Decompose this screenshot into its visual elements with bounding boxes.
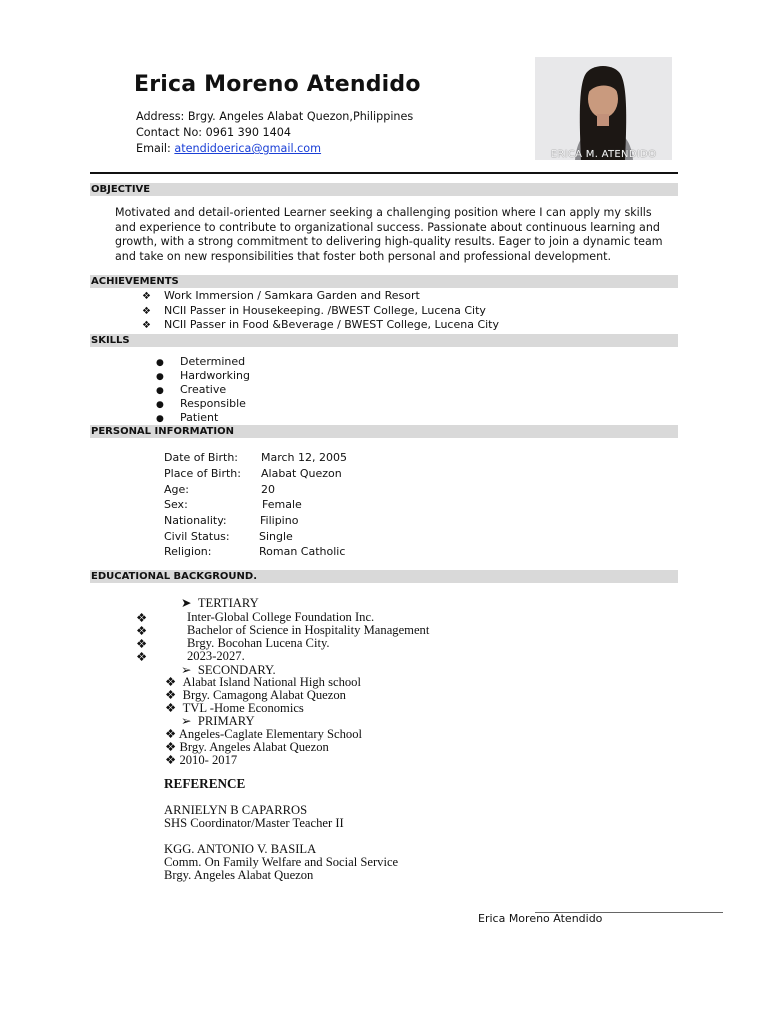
bullet-icon: ● [156,372,164,382]
skill-text: Determined [180,355,246,368]
reference-1-title: SHS Coordinator/Master Teacher II [164,816,344,830]
reference-2-address: Brgy. Angeles Alabat Quezon [164,868,314,882]
civil-status-value: Single [259,530,293,543]
nationality-label: Nationality: [164,514,227,527]
diamond-bullet-icon: ❖ [142,320,151,331]
skill-item [156,355,245,368]
secondary-label: SECONDARY. [197,663,276,677]
religion-value: Roman Catholic [259,545,346,558]
objective-paragraph [115,206,675,264]
achievement-item [142,318,499,331]
diamond-bullet-icon: ❖ [165,675,177,689]
arrow-bullet-icon: ➢ [181,663,192,677]
reference-2-name: KGG. ANTONIO V. BASILA [164,842,317,856]
skill-item [156,397,246,410]
bullet-icon: ● [156,400,164,410]
primary-item [165,752,237,768]
photo-caption: ERICA M. ATENDIDO [550,149,657,160]
skill-item [156,369,250,382]
achievement-item [142,289,420,302]
profile-photo-image [535,57,672,160]
tertiary-years: 2023-2027. [187,649,245,663]
primary-text: Angeles-Caglate Elementary School [178,727,363,741]
reference-heading: REFERENCE [164,776,246,791]
pob-label: Place of Birth: [164,467,241,480]
diamond-bullet-icon: ❖ [142,291,151,302]
skill-text: Responsible [180,397,246,410]
dob-value: March 12, 2005 [261,451,348,464]
sex-value: Female [262,498,302,511]
skill-item [156,411,218,424]
age-label: Age: [164,483,189,496]
religion-label: Religion: [164,545,212,558]
skill-item [156,383,226,396]
tertiary-course: Bachelor of Science in Hospitality Management [187,623,430,637]
email-label: Email: [136,142,175,155]
civil-status-label: Civil Status: [164,530,230,543]
bullet-icon: ● [156,358,164,368]
skill-text: Creative [180,383,227,396]
tertiary-label-row [181,595,259,611]
age-value: 20 [261,483,275,496]
diamond-bullet-icon: ❖ [165,727,177,741]
skill-text: Patient [180,411,219,424]
achievement-item [142,304,486,317]
objective-heading: OBJECTIVE [90,183,678,196]
education-heading: EDUCATIONAL BACKGROUND. [90,570,678,583]
pob-value: Alabat Quezon [261,467,342,480]
profile-photo [535,57,672,160]
diamond-bullet-icon: ❖ [165,701,177,715]
primary-text: Brgy. Angeles Alabat Quezon [179,740,329,754]
bullet-icon: ● [156,414,164,424]
secondary-text: Alabat Island National High school [182,675,361,689]
objective-line: growth, with a strong commitment to delivering high-quality results. Eager to join a dynamic team [115,235,663,249]
dob-label: Date of Birth: [164,451,239,464]
achievement-text: NCII Passer in Food &Beverage / BWEST College, Lucena City [164,318,500,331]
email-link[interactable]: atendidoerica@gmail.com [174,142,322,155]
diamond-bullet-icon: ❖ [142,306,151,317]
diamond-bullet-icon: ❖ [136,637,148,651]
tertiary-school: Inter-Global College Foundation Inc. [187,610,375,624]
nationality-value: Filipino [260,514,299,527]
arrow-bullet-icon: ➢ [181,714,192,728]
achievement-text: Work Immersion / Samkara Garden and Resort [164,289,420,302]
diamond-bullet-icon: ❖ [165,753,177,767]
skills-heading: SKILLS [90,334,678,347]
personal-info-heading: PERSONAL INFORMATION [90,425,678,438]
contact-number-line: Contact No: 0961 390 1404 [136,126,292,139]
skill-text: Hardworking [180,369,250,382]
reference-1-name: ARNIELYN B CAPARROS [164,803,308,817]
arrow-bullet-icon: ➤ [181,596,192,610]
header-divider [90,172,678,174]
bullet-icon: ● [156,386,164,396]
diamond-bullet-icon: ❖ [136,624,148,638]
objective-line: and take on new responsibilities that foster both personal and professional development. [115,249,612,263]
diamond-bullet-icon: ❖ [165,688,177,702]
primary-label: PRIMARY [197,714,255,728]
primary-text: 2010- 2017 [179,753,238,767]
secondary-text: Brgy. Camagong Alabat Quezon [182,688,346,702]
reference-2-title: Comm. On Family Welfare and Social Service [164,855,399,869]
diamond-bullet-icon: ❖ [136,650,148,664]
objective-line: Motivated and detail-oriented Learner seeking a challenging position where I can apply my skills [115,206,652,219]
address-line: Address: Brgy. Angeles Alabat Quezon,Philippines [136,110,414,123]
signature-name: Erica Moreno Atendido [478,912,603,925]
email-line [136,142,321,155]
resume-name: Erica Moreno Atendido [134,72,421,97]
objective-line: and experience to contribute to organizational success. Passionate about continuous learning and [115,220,660,234]
sex-label: Sex: [164,498,188,511]
tertiary-address: Brgy. Bocohan Lucena City. [187,636,330,650]
diamond-bullet-icon: ❖ [165,740,177,754]
secondary-text: TVL -Home Economics [182,701,304,715]
tertiary-label: TERTIARY [197,596,259,610]
achievements-heading: ACHIEVEMENTS [90,275,678,288]
achievement-text: NCII Passer in Housekeeping. /BWEST College, Lucena City [164,304,486,317]
diamond-bullet-icon: ❖ [136,611,148,625]
